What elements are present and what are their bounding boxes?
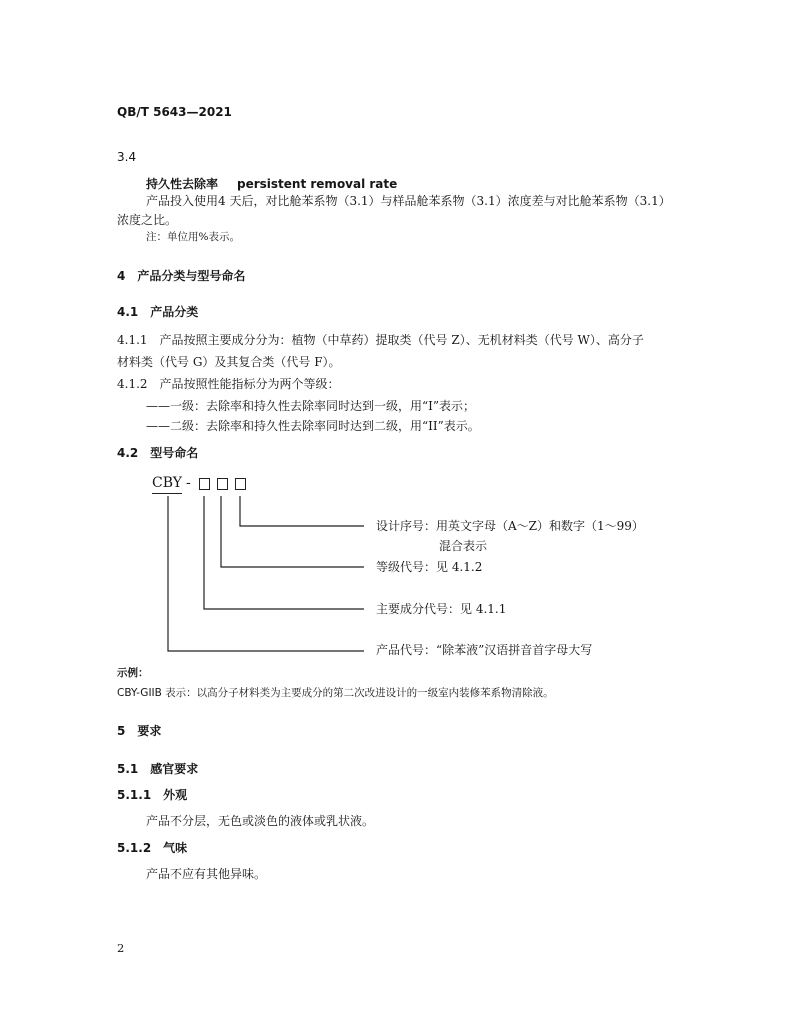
section-5-1-title: 5.1 感官要求 xyxy=(117,762,199,776)
odor-text: 产品不应有其他异味。 xyxy=(146,867,267,881)
standard-number: QB/T 5643—2021 xyxy=(117,105,232,119)
label-design-line-2: 混合表示 xyxy=(439,539,488,553)
section-3-4-number: 3.4 xyxy=(117,150,137,164)
label-product: 产品代号：“除苯液”汉语拼音首字母大写 xyxy=(376,643,593,657)
grade-1-item: ——一级：去除率和持久性去除率同时达到一级，用“I”表示； xyxy=(146,399,476,413)
model-prefix: CBY xyxy=(152,475,182,491)
leader-design xyxy=(240,496,364,526)
clause-4-1-1-line-2: 材料类（代号 G）及其复合类（代号 F）。 xyxy=(117,355,341,369)
page-number: 2 xyxy=(117,941,125,955)
label-component: 主要成分代号：见 4.1.1 xyxy=(376,602,507,616)
section-5-title: 5 要求 xyxy=(117,724,162,738)
appearance-text: 产品不分层，无色或淡色的液体或乳状液。 xyxy=(146,814,375,828)
model-dash: - xyxy=(186,475,191,491)
section-4-title: 4 产品分类与型号命名 xyxy=(117,269,246,283)
section-5-1-1-title: 5.1.1 外观 xyxy=(117,788,188,802)
clause-4-1-2: 4.1.2 产品按照性能指标分为两个等级： xyxy=(117,377,340,391)
leader-grade xyxy=(221,496,364,567)
section-5-1-2-title: 5.1.2 气味 xyxy=(117,841,188,855)
leader-product xyxy=(168,496,364,651)
definition-line-1: 产品投入使用4 天后，对比舱苯系物（3.1）与样品舱苯系物（3.1）浓度差与对比舱苯系物（3.1） xyxy=(146,194,671,208)
label-grade: 等级代号：见 4.1.2 xyxy=(376,560,483,574)
term-chinese: 持久性去除率 xyxy=(146,177,219,191)
example-text: CBY-GIIB 表示：以高分子材料类为主要成分的第二次改进设计的一级室内装修苯系物清除液。 xyxy=(117,687,554,699)
definition-note: 注：单位用%表示。 xyxy=(146,231,240,243)
section-4-2-title: 4.2 型号命名 xyxy=(117,446,199,460)
leader-component xyxy=(204,496,364,609)
clause-4-1-1-line-1: 4.1.1 产品按照主要成分分为：植物（中草药）提取类（代号 Z）、无机材料类（代号 W）、高分子 xyxy=(117,333,644,347)
term-english: persistent removal rate xyxy=(237,177,398,191)
definition-line-2: 浓度之比。 xyxy=(117,213,178,227)
label-design-line-1: 设计序号：用英文字母（A～Z）和数字（1～99） xyxy=(376,519,644,533)
example-heading: 示例： xyxy=(117,667,149,679)
grade-2-item: ——二级：去除率和持久性去除率同时达到二级，用“II”表示。 xyxy=(146,419,480,433)
section-4-1-title: 4.1 产品分类 xyxy=(117,305,199,319)
